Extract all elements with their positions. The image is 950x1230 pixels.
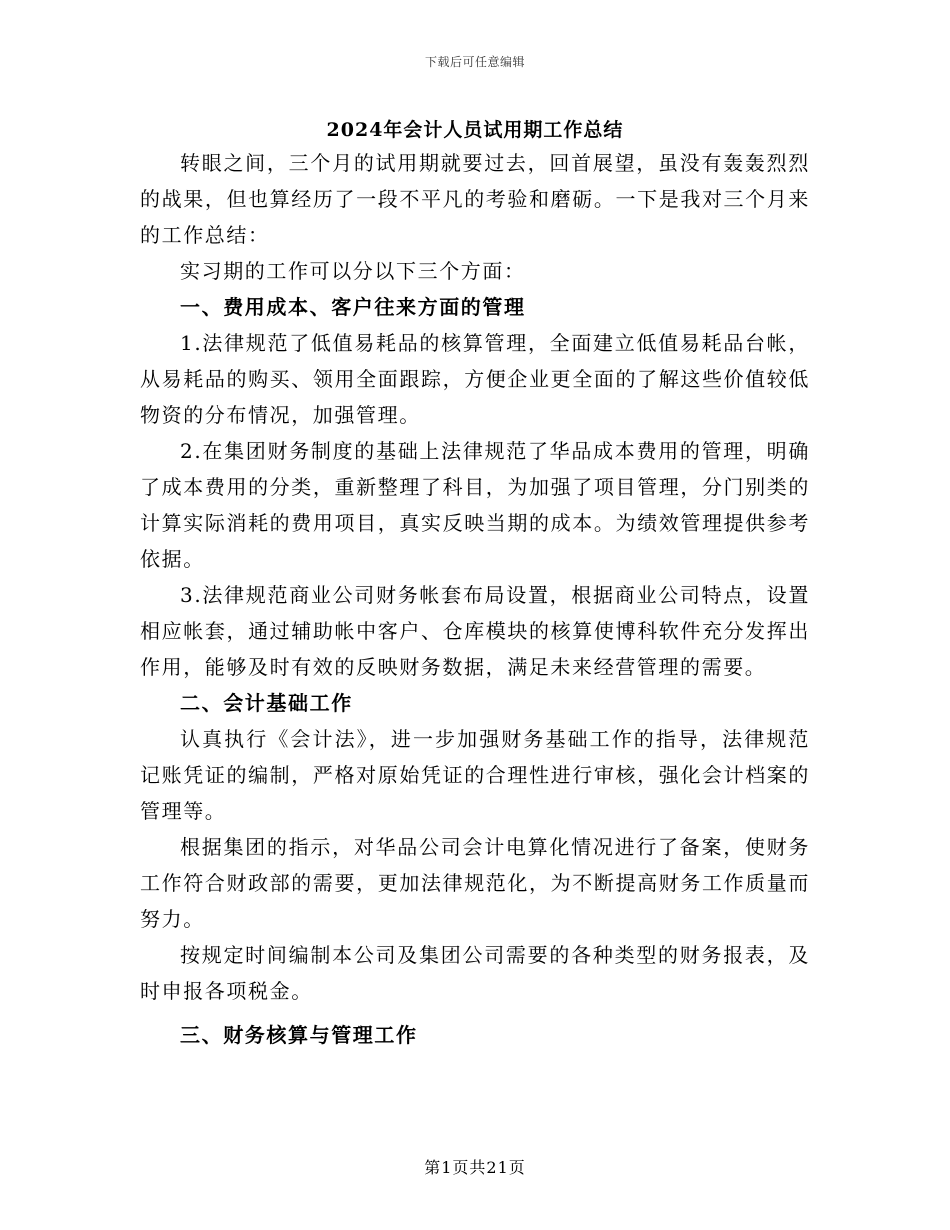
document-body	[140, 145, 810, 1053]
section-heading-1: 一、费用成本、客户往来方面的管理	[180, 295, 526, 319]
page-number-footer: 第1页共21页	[424, 1158, 526, 1177]
paragraph-intro: 转眼之间，三个月的试用期就要过去，回首展望，虽没有轰轰烈烈的战果，但也算经历了一段不平凡的考验和磨砺。一下是我对三个月来的工作总结：	[140, 151, 810, 247]
paragraph-computerization: 根据集团的指示，对华品公司会计电算化情况进行了备案，使财务工作符合财政部的需要，更加法律规范化，为不断提高财务工作质量而努力。	[140, 835, 810, 931]
section-heading-3: 三、财务核算与管理工作	[180, 1023, 418, 1047]
paragraph-overview: 实习期的工作可以分以下三个方面：	[180, 259, 526, 283]
paragraph-item-3: 3.法律规范商业公司财务帐套布局设置，根据商业公司特点，设置相应帐套，通过辅助帐中客户、仓库模块的核算使博科软件充分发挥出作用，能够及时有效的反映财务数据，满足未来经营管理的需要。	[140, 583, 810, 679]
paragraph-item-1: 1.法律规范了低值易耗品的核算管理，全面建立低值易耗品台帐，从易耗品的购买、领用全面跟踪，方便企业更全面的了解这些价值较低物资的分布情况，加强管理。	[140, 331, 810, 427]
paragraph-accounting-law: 认真执行《会计法》，进一步加强财务基础工作的指导，法律规范记账凭证的编制，严格对原始凭证的合理性进行审核，强化会计档案的管理等。	[140, 727, 810, 823]
section-heading-2: 二、会计基础工作	[180, 691, 353, 715]
document-title: 2024年会计人员试用期工作总结	[326, 119, 624, 141]
paragraph-item-2: 2.在集团财务制度的基础上法律规范了华品成本费用的管理，明确了成本费用的分类，重新整理了科目，为加强了项目管理，分门别类的计算实际消耗的费用项目，真实反映当期的成本。为绩效管理提供参考依据。	[140, 439, 810, 571]
page-header-note: 下载后可任意编辑	[424, 55, 525, 69]
paragraph-reports: 按规定时间编制本公司及集团公司需要的各种类型的财务报表，及时申报各项税金。	[140, 943, 810, 1003]
